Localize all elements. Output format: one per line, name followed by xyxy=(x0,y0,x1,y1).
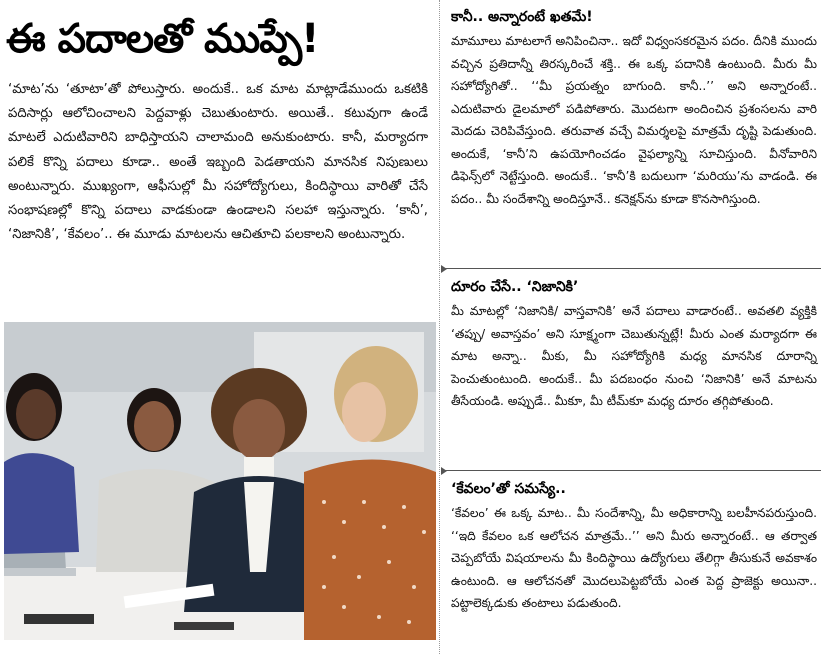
section-title: కానీ.. అన్నారంటే ఖతమే! xyxy=(451,9,593,25)
intro-paragraph: ‘మాట’ను ‘తూటా’తో పోలుస్తారు. అందుకే.. ఒక మాట మాట్లాడేముందు ఒకటికి పదిసార్లు ఆలోచించాలని పెద్దవాళ్లు చెబుతుంటారు. అయితే.. కటువుగా ఉండే మాటలే ఎదుటివారిని బాధిస్తాయని చాలామంది అనుకుంటారు. కానీ, మర్యాదగా పలికే కొన్ని పదాలు కూడా.. అంతే ఇబ్బంది పెడతాయని మానసిక నిపుణులు అంటున్నారు. ముఖ్యంగా, ఆఫీసుల్లో మీ సహోద్యోగులు, కిందిస్థాయి వారితో చేసే సంభాషణల్లో కొన్ని పదాలు వాడకుండా ఉండాలని సలహా ఇస్తున్నారు. ‘కానీ’, ‘నిజానికి’, ‘కేవలం’.. ఈ మూడు మాటలను ఆచితూచి పలకాలని అంటున్నారు. xyxy=(8,82,428,243)
section-title: ‘కేవలం’తో సమస్యే.. xyxy=(451,481,566,497)
section-kevalam xyxy=(451,478,817,615)
intro-column xyxy=(8,78,428,247)
section-separator xyxy=(441,470,821,471)
headline: ఈ పదాలతో ముప్పే! xyxy=(6,16,319,62)
section-body: ‘కేవలం’ ఈ ఒక్క మాట.. మీ సందేశాన్ని, మీ అధికారాన్ని బలహీనపరుస్తుంది. ‘‘ఇది కేవలం ఒక ఆలోచన మాత్రమే..’’ అని మీరు అన్నారంటే.. ఆ తర్వాత చెప్పబోయే విషయాలను మీ కిందిస్థాయి ఉద్యోగులు తేలిగ్గా తీసుకునే అవకాశం ఉంటుంది. ఆ ఆలోచనతో మొదలుపెట్టబోయే ఎంత పెద్ద ప్రాజెక్టు అయినా.. పట్టాలెక్కడుకు తంటాలు పడుతుంది. xyxy=(451,506,817,610)
meeting-illustration xyxy=(4,322,436,640)
office-meeting-photo xyxy=(4,322,436,640)
section-body: మామూలు మాటలాగే అనిపించినా.. ఇదో విధ్వంసకరమైన పదం. దీనికి ముందు వచ్చిన ప్రతిదాన్నీ తిరస్కరించే శక్తి.. ఈ ఒక్క పదానికి ఉంటుంది. మీరు మీ సహోద్యోగితో.. ‘‘మీ ప్రయత్నం బాగుంది. కానీ..’’ అని అన్నారంటే.. ఎదుటివారు డైలమాలో పడిపోతారు. మొదటగా అందించిన ప్రశంసలను వారి మెదడు చెరిపివేస్తుంది. తరువాత వచ్చే విమర్శలపై మాత్రమే దృష్టి పెడుతుంది. అందుకే, ‘కానీ’ని ఉపయోగించడం వైఫల్యాన్ని సూచిస్తుంది. వీనోవారిని డిఫెన్స్‌లో నెట్టేస్తుంది. అందుకే.. ‘కానీ’కి బదులుగా ‘మరియు’ను వాడండి. ఈ పదం.. మీ సందేశాన్ని అందిస్తూనే.. కనెక్షన్‌ను కూడా కొనసాగిస్తుంది. xyxy=(451,34,817,206)
section-kani xyxy=(451,6,817,210)
section-title: దూరం చేసే.. ‘నిజానికి’ xyxy=(451,279,579,295)
column-divider xyxy=(439,0,441,654)
section-separator xyxy=(441,268,821,269)
section-body: మీ మాటల్లో ‘నిజానికి/ వాస్తవానికి’ అనే పదాలు వాడారంటే.. అవతలి వ్యక్తికి ‘తప్పు/ అవాస్తవం’ అని సూక్ష్మంగా చెబుతున్నట్లే! మీరు ఎంత మర్యాదగా ఈ మాట అన్నా.. మీకు, మీ సహోద్యోగికి మధ్య మానసిక దూరాన్ని పెంచుతుంటుంది. అందుకే.. మీ పదబంధం నుంచి ‘నిజానికి’ అనే మాటను తీసేయండి. అప్పుడే.. మీకూ, మీ టీమ్‌కూ మధ్య దూరం తగ్గిపోతుంది. xyxy=(451,304,817,408)
section-nijaniki xyxy=(451,276,817,413)
